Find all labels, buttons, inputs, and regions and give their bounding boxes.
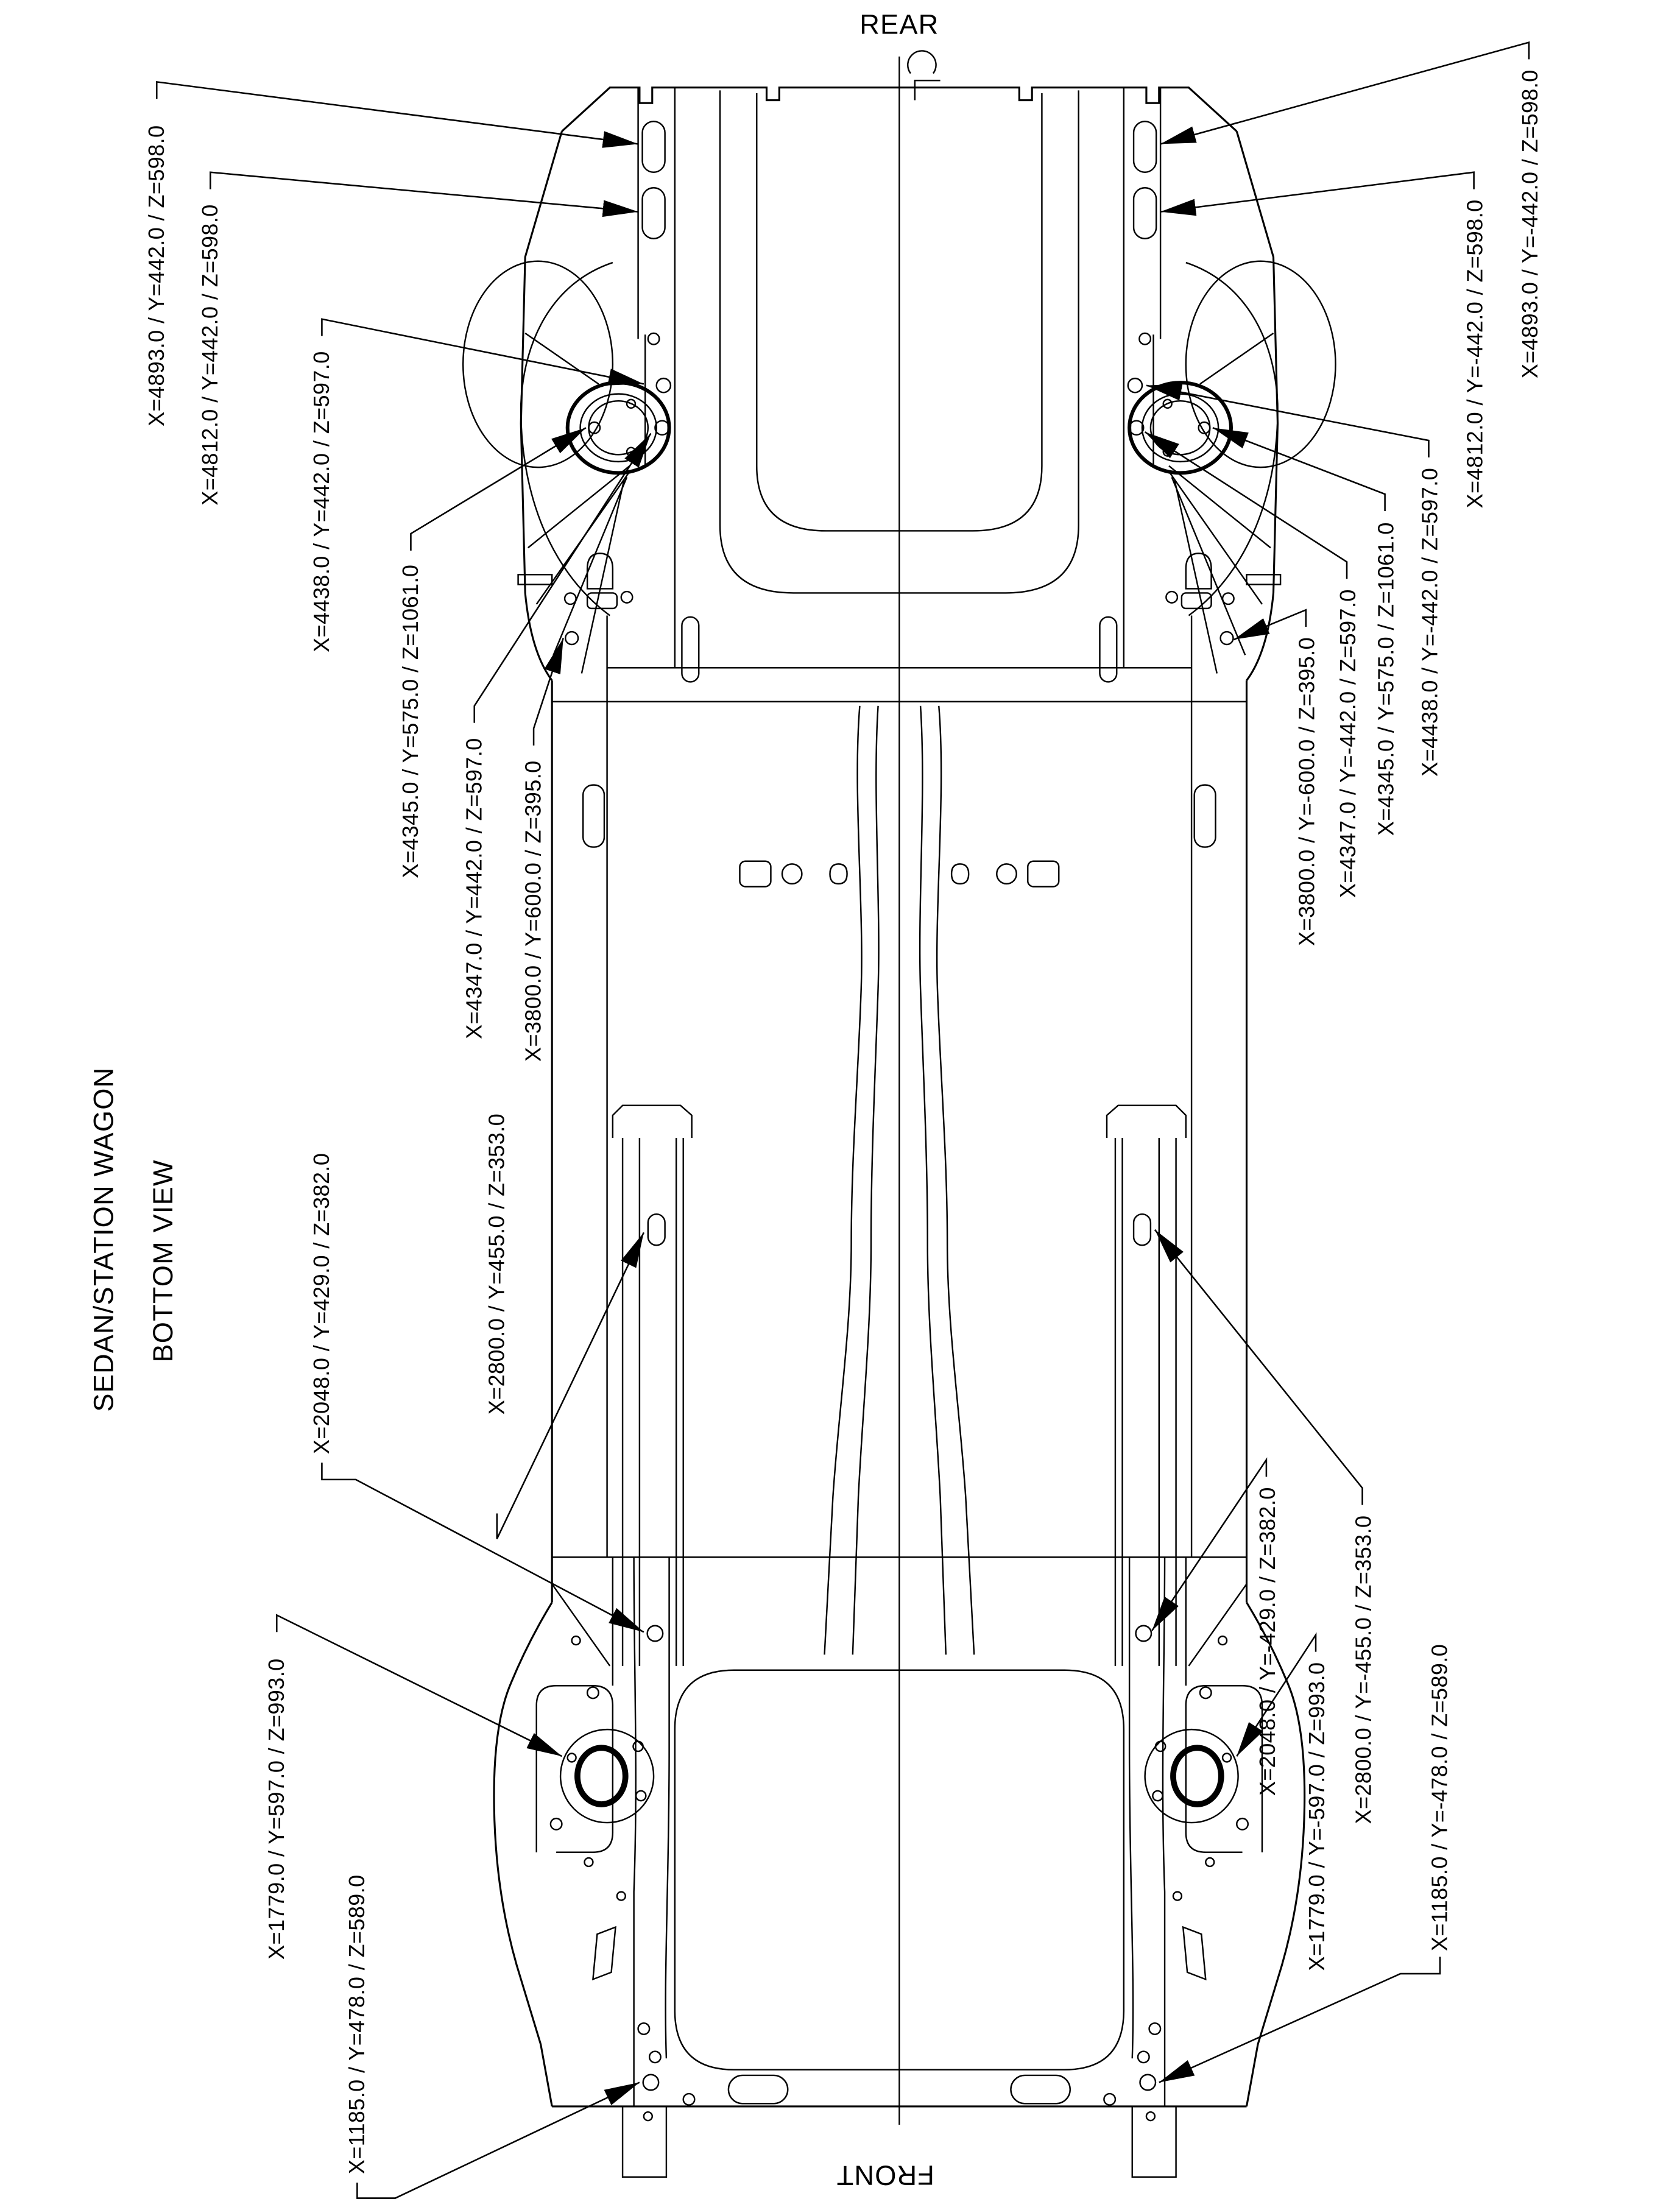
coord-label: X=4345.0 / Y=575.0 / Z=1061.0 xyxy=(398,564,423,878)
coord-label: X=4438.0 / Y=-442.0 / Z=597.0 xyxy=(1417,467,1442,777)
coord-label: X=4438.0 / Y=442.0 / Z=597.0 xyxy=(309,351,334,652)
rear-label: REAR xyxy=(859,9,939,40)
coordinate-labels-right xyxy=(1255,69,1542,1971)
coord-label: X=1185.0 / Y=-478.0 / Z=589.0 xyxy=(1427,1643,1452,1951)
coord-label: X=3800.0 / Y=-600.0 / Z=395.0 xyxy=(1294,637,1319,946)
coord-label: X=4347.0 / Y=442.0 / Z=597.0 xyxy=(461,738,487,1039)
coord-label: X=2048.0 / Y=-429.0 / Z=382.0 xyxy=(1254,1487,1280,1796)
centerline-icon xyxy=(908,51,940,100)
front-label: FRONT xyxy=(836,2159,934,2191)
coord-label: X=4347.0 / Y=-442.0 / Z=597.0 xyxy=(1335,589,1360,898)
coord-label: X=4812.0 / Y=-442.0 / Z=598.0 xyxy=(1462,199,1488,509)
page-title-line1: SEDAN/STATION WAGON xyxy=(88,1067,119,1412)
coord-label: X=4893.0 / Y=442.0 / Z=598.0 xyxy=(143,125,169,426)
coord-label: X=1779.0 / Y=-597.0 / Z=993.0 xyxy=(1304,1662,1329,1971)
coord-label: X=4345.0 / Y=575.0 / Z=1061.0 xyxy=(1373,522,1399,836)
coord-label: X=2800.0 / Y=-455.0 / Z=353.0 xyxy=(1350,1515,1376,1824)
coord-label: X=2800.0 / Y=455.0 / Z=353.0 xyxy=(484,1113,509,1415)
coord-label: X=2048.0 / Y=429.0 / Z=382.0 xyxy=(309,1153,334,1455)
coord-label: X=1779.0 / Y=597.0 / Z=993.0 xyxy=(263,1658,289,1960)
coord-label: X=1185.0 / Y=478.0 / Z=589.0 xyxy=(344,1874,369,2175)
page-title-line2: BOTTOM VIEW xyxy=(147,1159,178,1363)
coordinate-labels-left xyxy=(144,125,546,2174)
coord-label: X=4893.0 / Y=-442.0 / Z=598.0 xyxy=(1517,69,1542,379)
coord-label: X=3800.0 / Y=600.0 / Z=395.0 xyxy=(520,760,546,1062)
coord-label: X=4812.0 / Y=442.0 / Z=598.0 xyxy=(197,204,222,506)
